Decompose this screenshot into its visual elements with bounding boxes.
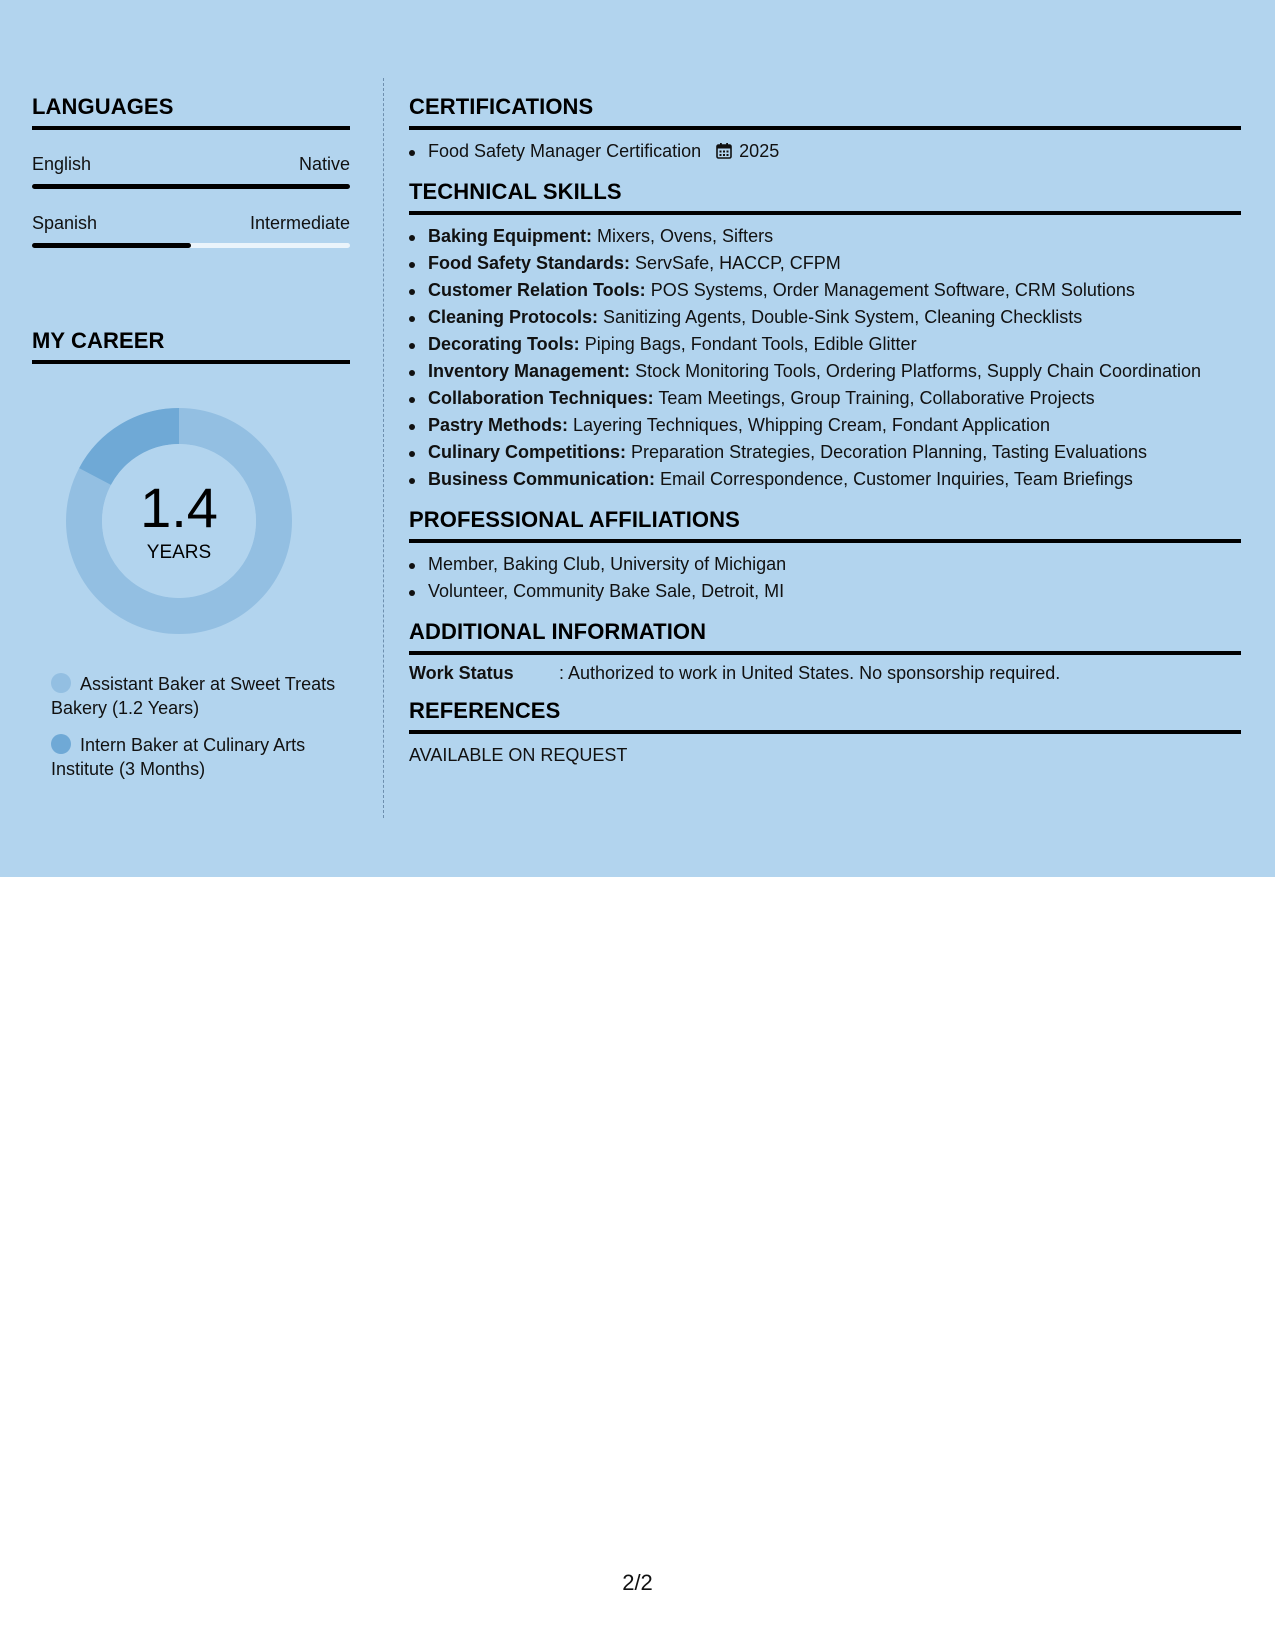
skill-value: Stock Monitoring Tools, Ordering Platforms, Supply Chain Coordination (635, 361, 1202, 381)
language-name: English (32, 154, 92, 174)
work-status-label: Work Status (409, 663, 514, 683)
skill-value: POS Systems, Order Management Software, CRM Solutions (650, 280, 1135, 300)
right-column (409, 94, 1241, 766)
skill-item (409, 223, 1241, 250)
language-name: Spanish (32, 213, 98, 233)
skill-value: Sanitizing Agents, Double-Sink System, Cleaning Checklists (603, 307, 1083, 327)
skill-item (409, 439, 1241, 466)
skill-label: Inventory Management: (428, 361, 631, 381)
skill-item (409, 277, 1241, 304)
skill-value: Mixers, Ovens, Sifters (597, 226, 774, 246)
left-column (32, 94, 350, 794)
skill-label: Pastry Methods: (428, 415, 569, 435)
language-proficiency-bar (32, 243, 350, 248)
languages-heading: LANGUAGES (32, 94, 350, 130)
skill-value: Preparation Strategies, Decoration Planning, Tasting Evaluations (631, 442, 1148, 462)
skill-label: Baking Equipment: (428, 226, 593, 246)
legend-label: Assistant Baker at Sweet Treats Bakery (1.2 Years) (51, 674, 336, 718)
skill-label: Collaboration Techniques: (428, 388, 654, 408)
skill-label: Business Communication: (428, 469, 656, 489)
legend-label: Intern Baker at Culinary Arts Institute (3 Months) (51, 735, 306, 779)
skill-value: Email Correspondence, Customer Inquiries, Team Briefings (660, 469, 1133, 489)
references-text: AVAILABLE ON REQUEST (409, 745, 628, 765)
career-total-years: 1.4 (140, 476, 218, 539)
language-item (32, 213, 350, 248)
calendar-icon (716, 142, 732, 159)
language-proficiency-fill (32, 184, 350, 189)
skill-item (409, 358, 1241, 385)
column-divider (383, 78, 384, 818)
certification-name: Food Safety Manager Certification (428, 141, 702, 161)
skill-value: ServSafe, HACCP, CFPM (635, 253, 841, 273)
skill-label: Cleaning Protocols: (428, 307, 599, 327)
skill-label: Customer Relation Tools: (428, 280, 646, 300)
skill-label: Culinary Competitions: (428, 442, 627, 462)
language-level: Intermediate (249, 213, 350, 233)
affiliation-item: Member, Baking Club, University of Michigan (409, 551, 1241, 578)
skill-label: Decorating Tools: (428, 334, 580, 354)
skill-item (409, 466, 1241, 493)
skill-item (409, 385, 1241, 412)
language-proficiency-fill (32, 243, 191, 248)
affiliations-heading: PROFESSIONAL AFFILIATIONS (409, 507, 1241, 543)
career-donut-chart (66, 408, 292, 634)
skill-value: Layering Techniques, Whipping Cream, Fondant Application (573, 415, 1051, 435)
career-legend-item (51, 672, 341, 720)
technical-skills-list (409, 223, 1241, 493)
certifications-list (409, 138, 1241, 165)
skill-item (409, 331, 1241, 358)
work-status-row (409, 663, 1241, 684)
career-legend (51, 672, 341, 781)
skill-value: Team Meetings, Group Training, Collaborative Projects (658, 388, 1095, 408)
skill-label: Food Safety Standards: (428, 253, 631, 273)
career-heading: MY CAREER (32, 328, 350, 364)
skill-item (409, 412, 1241, 439)
language-level: Native (298, 154, 350, 174)
references-heading: REFERENCES (409, 698, 1241, 734)
certification-item (409, 138, 1241, 165)
affiliations-list (409, 551, 1241, 605)
language-proficiency-bar (32, 184, 350, 189)
certifications-heading: CERTIFICATIONS (409, 94, 1241, 130)
page-number: 2/2 (622, 1570, 653, 1595)
skill-item (409, 304, 1241, 331)
language-item (32, 154, 350, 189)
career-legend-item (51, 733, 341, 781)
career-years-unit: YEARS (146, 542, 212, 563)
legend-dot (51, 673, 71, 693)
additional-info-heading: ADDITIONAL INFORMATION (409, 619, 1241, 655)
skill-item (409, 250, 1241, 277)
legend-dot (51, 734, 71, 754)
affiliation-item: Volunteer, Community Bake Sale, Detroit, MI (409, 578, 1241, 605)
certification-year: 2025 (739, 141, 780, 161)
technical-skills-heading: TECHNICAL SKILLS (409, 179, 1241, 215)
skill-value: Piping Bags, Fondant Tools, Edible Glitter (584, 334, 917, 354)
work-status-value: : Authorized to work in United States. No sponsorship required. (559, 663, 1061, 683)
